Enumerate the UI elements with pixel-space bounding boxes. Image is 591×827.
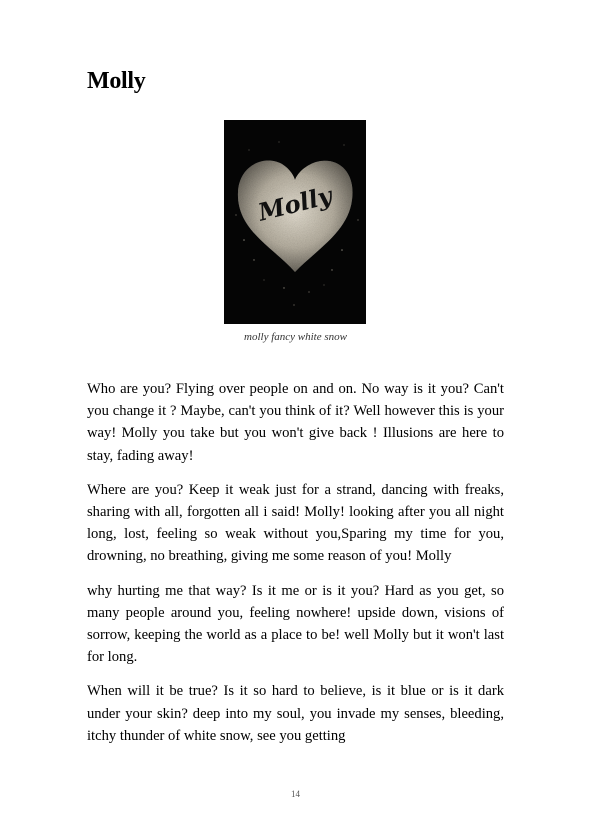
image-caption: molly fancy white snow [244, 331, 347, 343]
page-title: Molly [87, 68, 146, 94]
poem-body [87, 378, 504, 759]
paragraph: why hurting me that way? Is it me or is it you? Hard as you get, so many people around you, feeling nowhere! upside down, visions of sorrow, keeping the world as a place to be! well Molly but it won't last for long. [87, 582, 504, 666]
molly-heart-image [224, 120, 366, 324]
paragraph: When will it be true? Is it so hard to believe, is it blue or is it dark under your skin? deep into my soul, you invade my senses, bleeding, itchy thunder of white snow, see you getting [87, 683, 504, 744]
paragraph: Where are you? Keep it weak just for a strand, dancing with freaks, sharing with all, forgotten all i said! Molly! looking after you all night long, lost, feeling so weak without you,Sparing my time for you, drowning, no breathing, giving me some reason of you! Molly [87, 481, 504, 565]
heart-script-text: Molly [255, 180, 335, 227]
glitter-heart-graphic [224, 120, 366, 324]
page-number: 14 [291, 789, 300, 799]
paragraph: Who are you? Flying over people on and on. No way is it you? Can't you change it ? Maybe, can't you think of it? Well however this is your way! Molly you take but you won't give back ! Illusions are here to stay, fading away! [87, 381, 504, 464]
